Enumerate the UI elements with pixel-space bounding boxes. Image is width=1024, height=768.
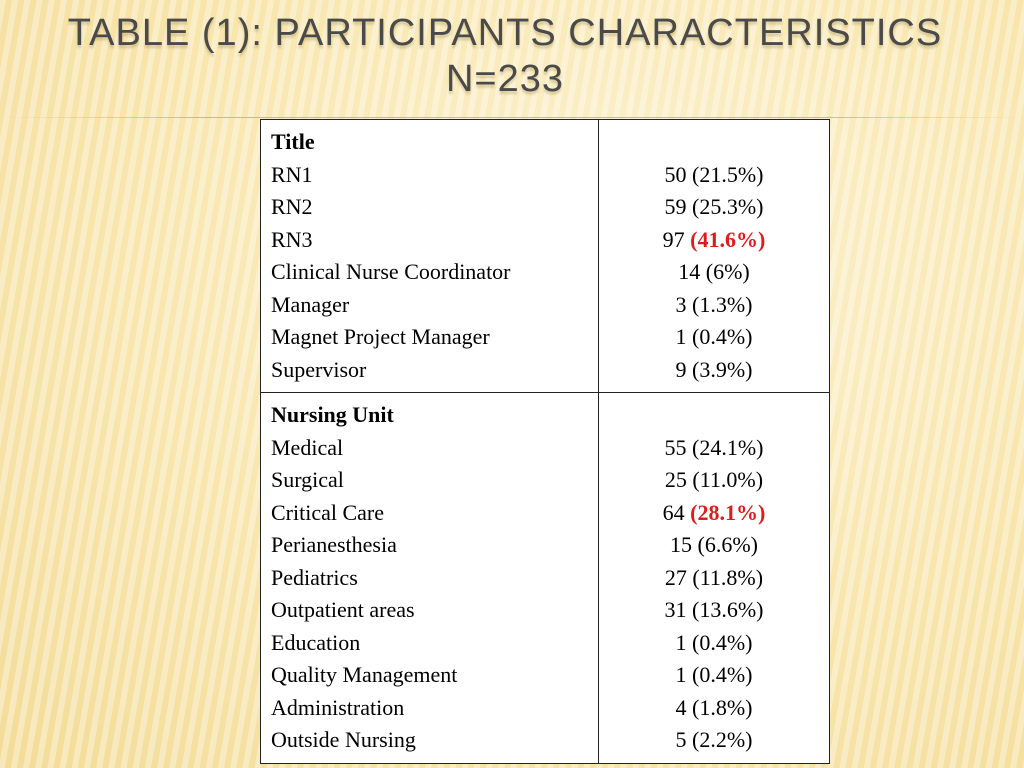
row-value	[609, 354, 819, 387]
row-value	[609, 224, 819, 257]
section-values-cell	[599, 393, 830, 764]
row-label: Quality Management	[271, 662, 458, 687]
row-value	[609, 627, 819, 660]
row-percent: (1.8%)	[692, 694, 753, 720]
row-label: Education	[271, 629, 361, 655]
row-label: Outpatient areas	[271, 597, 415, 622]
row-value	[609, 432, 819, 465]
row-count: 4	[675, 694, 687, 720]
row-count: 1	[675, 662, 687, 687]
row-count: 1	[675, 324, 687, 349]
row-percent: (2.2%)	[692, 727, 753, 752]
row-value	[609, 594, 819, 627]
row-count: 3	[675, 291, 687, 317]
row-count: 50	[664, 161, 687, 187]
row-count: 1	[675, 629, 687, 655]
row-count: 14	[678, 259, 701, 284]
row-value	[609, 464, 819, 497]
row-percent: (0.4%)	[692, 662, 753, 687]
row-count: 97	[662, 226, 685, 252]
row-value	[609, 159, 819, 192]
row-value	[609, 321, 819, 354]
title-divider	[0, 117, 1024, 118]
section-header-spacer	[609, 126, 819, 159]
row-count: 5	[675, 727, 687, 752]
row-label: Clinical Nurse Coordinator	[271, 259, 511, 284]
row-percent: (21.5%)	[692, 161, 764, 187]
section-header: Nursing Unit	[271, 402, 394, 427]
row-percent: (3.9%)	[692, 356, 753, 382]
row-percent: (11.0%)	[692, 467, 764, 492]
row-value	[609, 692, 819, 725]
row-percent: (6.6%)	[697, 532, 758, 557]
participants-table	[260, 119, 830, 764]
slide-title-line2: N=233	[445, 58, 565, 100]
row-count: 9	[675, 356, 687, 382]
section-values-cell	[599, 120, 830, 393]
row-value	[609, 659, 819, 692]
row-label: Outside Nursing	[271, 727, 416, 752]
row-count: 27	[664, 564, 687, 590]
row-count: 64	[662, 499, 685, 525]
row-label: Surgical	[271, 467, 344, 492]
row-percent: (13.6%)	[692, 597, 764, 622]
row-label: Perianesthesia	[271, 532, 397, 557]
row-value	[609, 529, 819, 562]
row-value	[609, 562, 819, 595]
row-label: Pediatrics	[271, 564, 358, 590]
row-count: 15	[670, 532, 692, 557]
row-label: Medical	[271, 434, 344, 460]
table-section-row	[261, 120, 830, 393]
slide-title-line1: TABLE (1): PARTICIPANTS CHARACTERISTICS	[67, 12, 943, 54]
row-label: RN2	[271, 194, 313, 219]
section-header: Title	[271, 129, 315, 154]
row-percent: (41.6%)	[690, 226, 766, 252]
row-count: 31	[664, 597, 687, 622]
row-value	[609, 191, 819, 224]
row-percent: (0.4%)	[692, 629, 753, 655]
row-label: Critical Care	[271, 499, 385, 525]
row-value	[609, 256, 819, 289]
row-label: Manager	[271, 291, 350, 317]
section-header-spacer	[609, 399, 819, 432]
row-percent: (24.1%)	[692, 434, 764, 460]
row-count: 55	[664, 434, 687, 460]
row-label: Administration	[271, 694, 405, 720]
row-count: 25	[664, 467, 687, 492]
table-section-row	[261, 393, 830, 764]
slide-title	[0, 10, 1010, 102]
row-count: 59	[664, 194, 687, 219]
row-label: RN3	[271, 226, 313, 252]
row-value	[609, 289, 819, 322]
row-label: RN1	[271, 161, 313, 187]
section-labels-cell	[261, 120, 599, 393]
section-labels-cell	[261, 393, 599, 764]
row-percent: (1.3%)	[692, 291, 753, 317]
row-percent: (11.8%)	[692, 564, 764, 590]
row-label: Magnet Project Manager	[271, 324, 490, 349]
row-value	[609, 497, 819, 530]
row-percent: (0.4%)	[692, 324, 753, 349]
row-percent: (28.1%)	[690, 499, 766, 525]
row-value	[609, 724, 819, 757]
row-percent: (6%)	[705, 259, 750, 284]
row-percent: (25.3%)	[692, 194, 764, 219]
row-label: Supervisor	[271, 356, 367, 382]
